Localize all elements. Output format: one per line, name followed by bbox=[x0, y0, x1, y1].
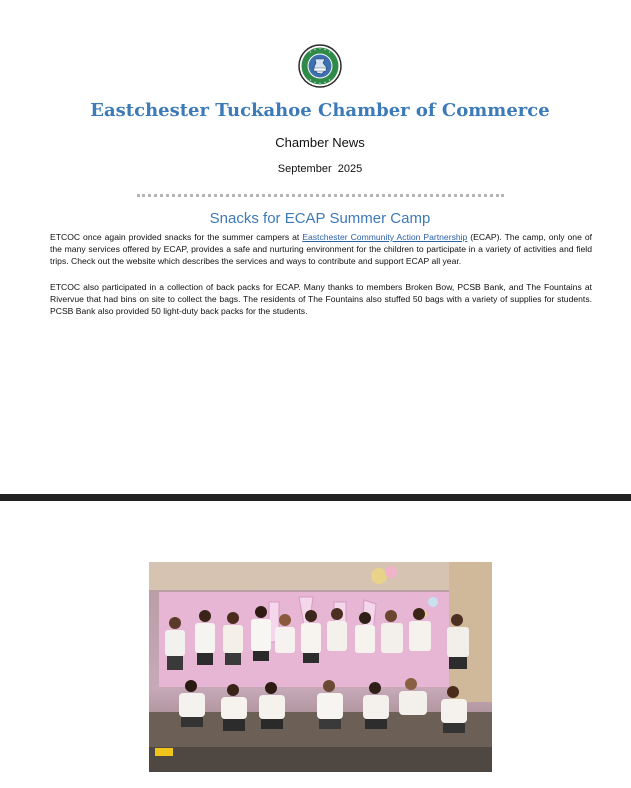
paragraph-text: ETCOC once again provided snacks for the summer campers at bbox=[50, 232, 303, 242]
page-separator bbox=[0, 494, 631, 501]
ecap-link[interactable]: Eastchester Community Action Partnership bbox=[302, 232, 468, 242]
chamber-seal-logo bbox=[298, 44, 342, 88]
issue-date: September 2025 bbox=[277, 163, 363, 175]
paragraph-text: (ECAP). The camp, only one of the many services offered by ECAP, provides a safe and nurturing environment for the children to participate in a variety of activities and field trips. Check out the website which describes the services and ways to contribute and support ECAP all year. bbox=[50, 232, 592, 267]
article-paragraph-2: ETCOC also participated in a collection of back packs for ECAP. Many thanks to members Broken Bow, PCSB Bank, and The Fountains at Rivervue that had bins on site to collect the bags. The residents of The Fountains also stuffed 50 bags with a variety of supplies for students. PCSB Bank also provided 50 light-duty back packs for the students. bbox=[50, 282, 592, 317]
newsletter-name: Chamber News bbox=[275, 135, 365, 150]
dotted-divider bbox=[137, 194, 504, 197]
article-paragraph-1 bbox=[50, 231, 592, 268]
article-title: Snacks for ECAP Summer Camp bbox=[209, 210, 431, 227]
camp-group-photo bbox=[149, 562, 492, 772]
organization-title: Eastchester Tuckahoe Chamber of Commerce bbox=[90, 100, 550, 121]
